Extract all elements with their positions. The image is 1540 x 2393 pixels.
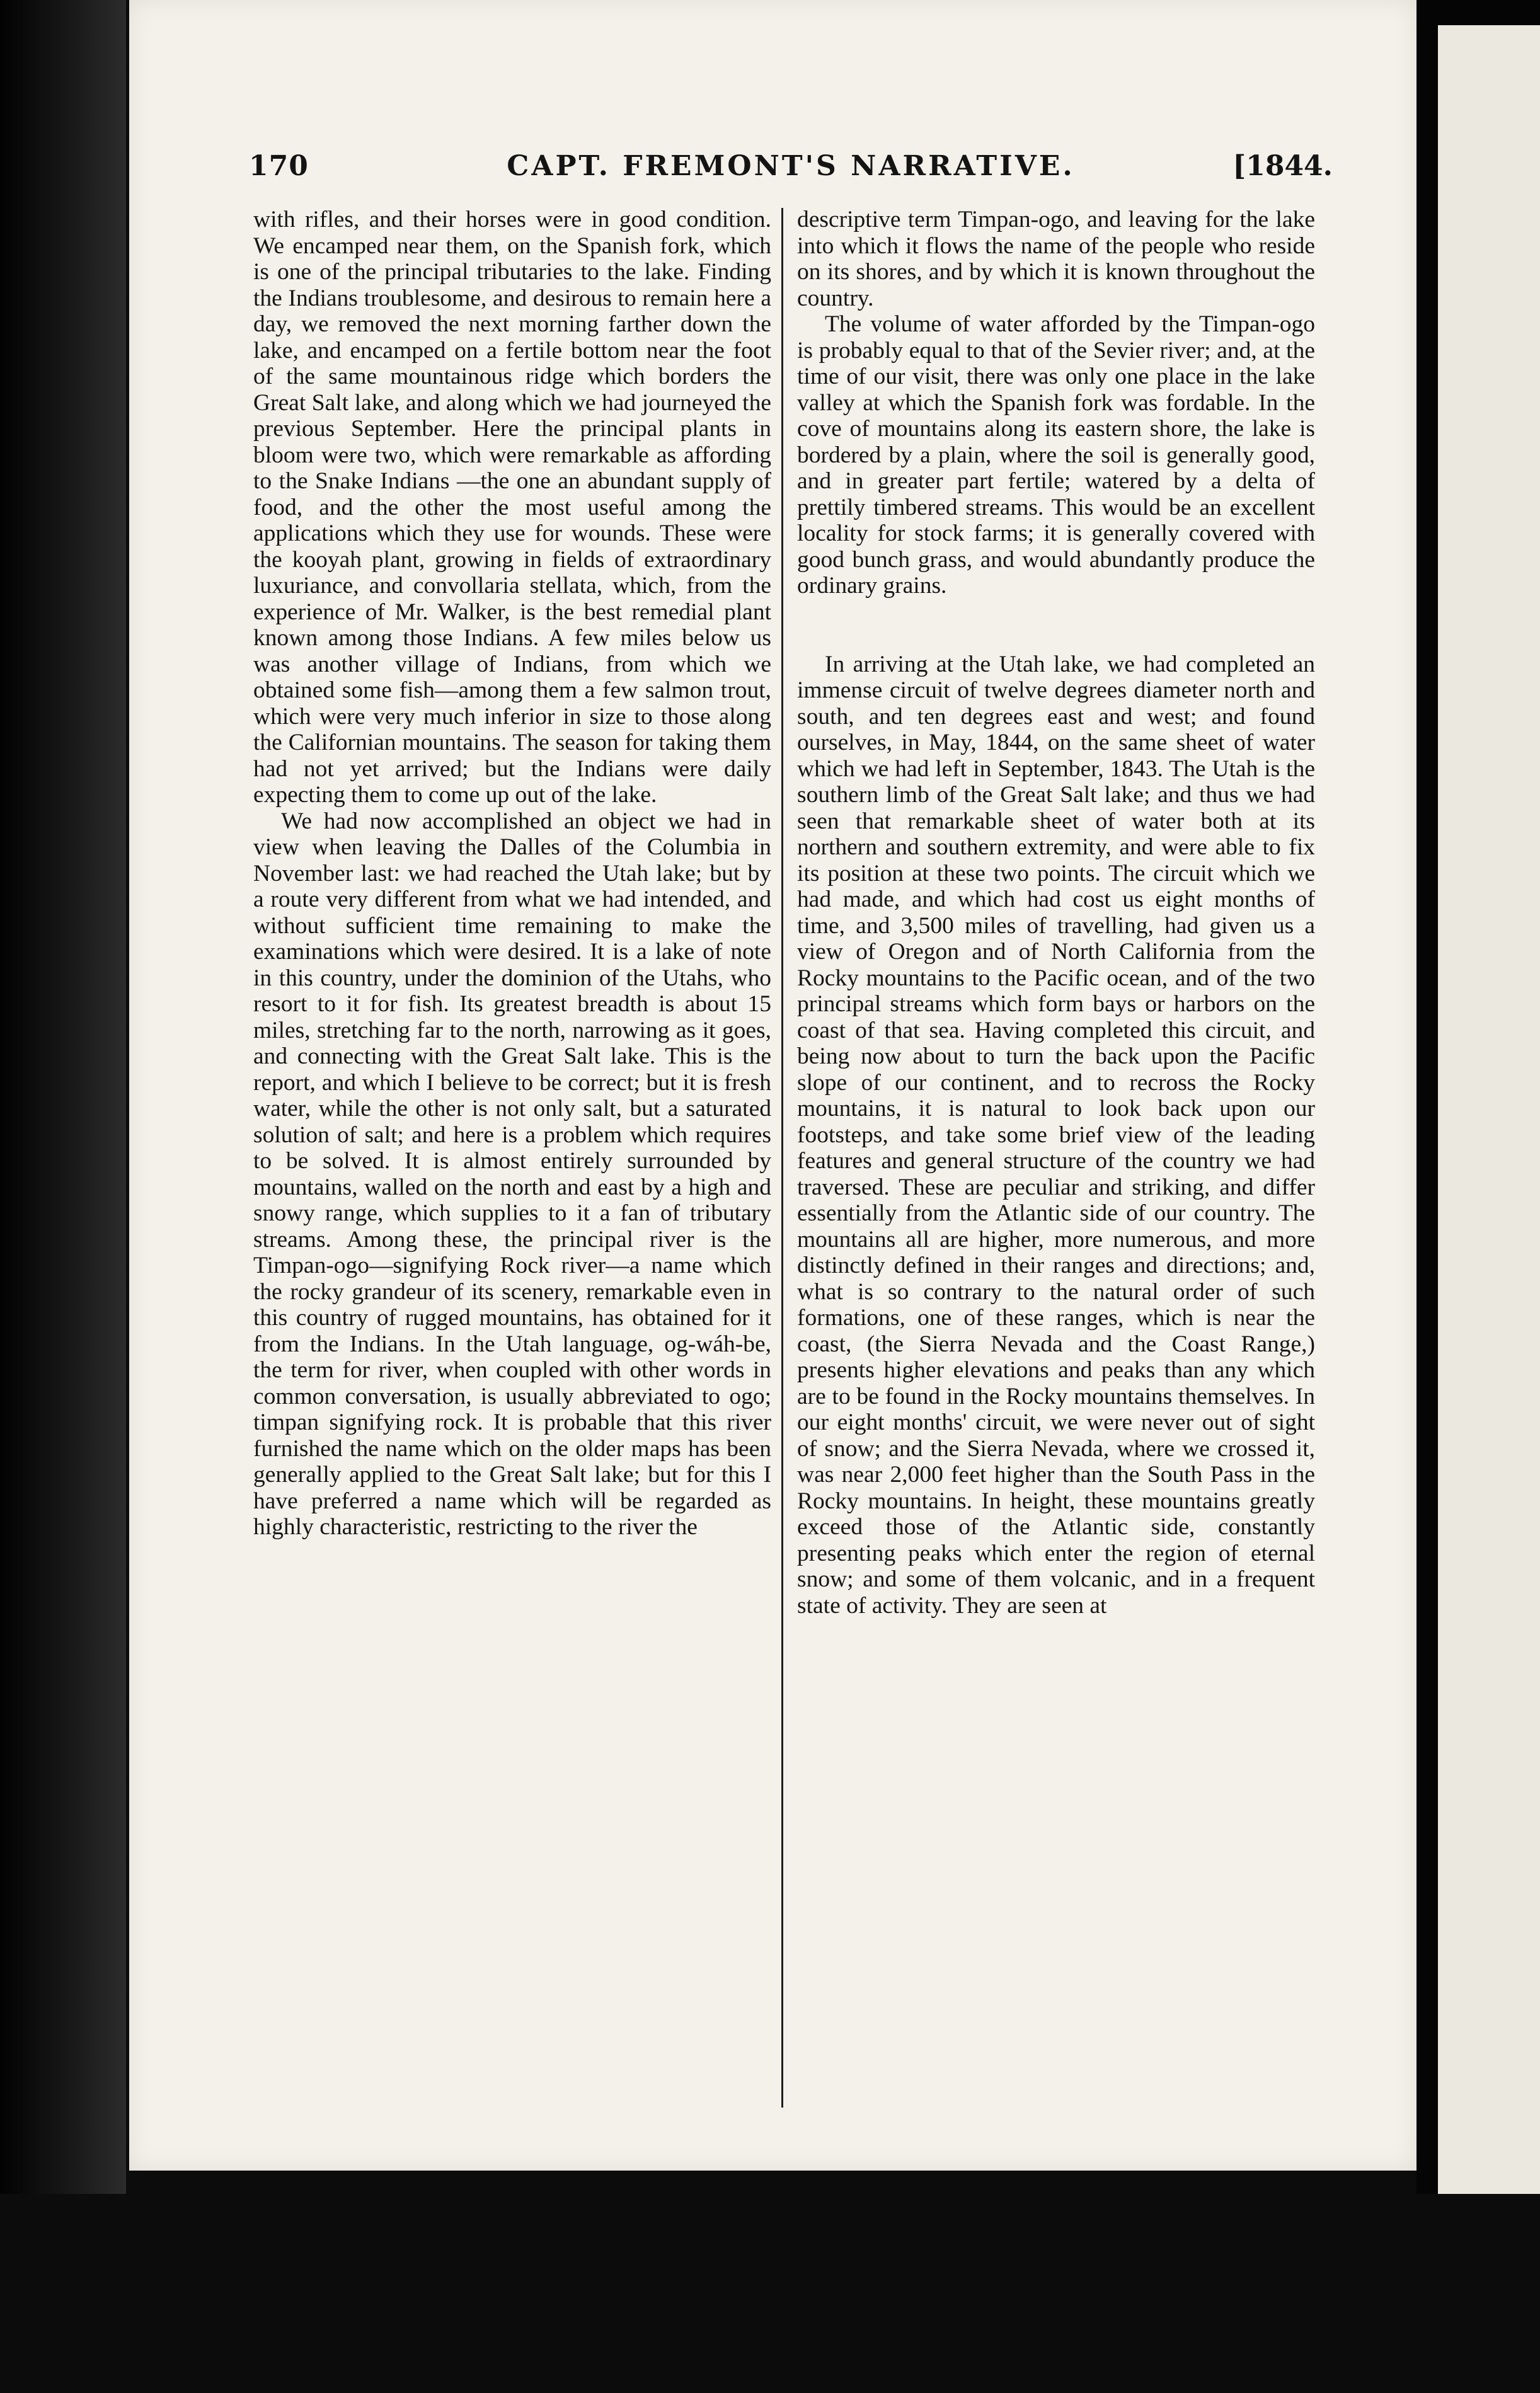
left-column [253, 207, 771, 2393]
page-header [249, 150, 1333, 188]
header-year: [1844. [1233, 150, 1333, 182]
paragraph: We had now accomplished an object we had in view when leaving the Dalles of the Columbia in November last: we had reached the Utah lake; but by a route very different from what we had intended, and without sufficient time remaining to make the examinations which were desired. It is a lake of note in this country, under the dominion of the Utahs, who resort to it for fish. Its greatest breadth is about 15 miles, stretching far to the north, narrowing as it goes, and connecting with the Great Salt lake. This is the report, and which I believe to be correct; but it is fresh water, while the other is not only salt, but a saturated solution of salt; and here is a problem which requires to be solved. It is almost entirely surrounded by mountains, walled on the north and east by a high and snowy range, which supplies to it a fan of tributary streams. Among these, the principal river is the Timpan-ogo—signifying Rock river—a name which the rocky grandeur of its scenery, remarkable even in this country of rugged mountains, has obtained for it from the Indians. In the Utah language, og-wáh-be, the term for river, when coupled with other words in common conversation, is usually abbreviated to ogo; timpan signifying rock. It is probable that this river furnished the name which on the older maps has been generally applied to the Great Salt lake; but for this I have preferred a name which will be regarded as highly characteristic, restricting to the river the [253, 808, 771, 1540]
paragraph: In arriving at the Utah lake, we had completed an immense circuit of twelve degrees diameter north and south, and ten degrees east and west; and found ourselves, in May, 1844, on the same sheet of water which we had left in September, 1843. The Utah is the southern limb of the Great Salt lake; and thus we had seen that remarkable sheet of water both at its northern and southern extremity, and were able to fix its position at these two points. The circuit which we had made, and which had cost us eight months of time, and 3,500 miles of travelling, had given us a view of Oregon and of North California from the Rocky mountains to the Pacific ocean, and of the two principal streams which form bays or harbors on the coast of that sea. Having completed this circuit, and being now about to turn the back upon the Pacific slope of our continent, and to recross the Rocky mountains, it is natural to look back upon our footsteps, and take some brief view of the leading features and general structure of the country we had traversed. These are peculiar and striking, and differ essentially from the Atlantic side of our country. The mountains all are higher, more numerous, and more distinctly defined in their ranges and directions; and, what is so contrary to the natural order of such formations, one of these ranges, which is near the coast, (the Sierra Nevada and the Coast Range,) presents higher elevations and peaks than any which are to be found in the Rocky mountains themselves. In our eight months' circuit, we were never out of sight of snow; and the Sierra Nevada, where we crossed it, was near 2,000 feet higher than the South Pass in the Rocky mountains. In height, these mountains greatly exceed those of the Atlantic side, constantly presenting peaks which enter the region of eternal snow; and some of them volcanic, and in a frequent state of activity. They are seen at [797, 651, 1315, 1619]
scan-margin-left [0, 0, 126, 2194]
right-column [797, 207, 1315, 1619]
paragraph: The volume of water afforded by the Timpan-ogo is probably equal to that of the Sevier river; and, at the time of our visit, there was only one place in the lake valley at which the Spanish fork was fordable. In the cove of mountains along its eastern shore, the lake is bordered by a plain, where the soil is generally good, and in greater part fertile; watered by a delta of prettily timbered streams. This would be an excellent locality for stock farms; it is generally covered with good bunch grass, and would abundantly produce the ordinary grains. [797, 311, 1315, 599]
section-break [797, 599, 1315, 651]
page-number: 170 [249, 150, 309, 182]
column-divider [781, 208, 783, 2108]
adjacent-page-edge [1438, 25, 1540, 2194]
running-title: CAPT. FREMONT'S NARRATIVE. [507, 150, 1075, 182]
paragraph: with rifles, and their horses were in good condition. We encamped near them, on the Spanish fork, which is one of the principal tributaries to the lake. Finding the Indians troublesome, and desirous to remain here a day, we removed the next morning farther down the lake, and encamped on a fertile bottom near the foot of the same mountainous ridge which borders the Great Salt lake, and along which we had journeyed the previous September. Here the principal plants in bloom were two, which were remarkable as affording to the Snake Indians —the one an abundant supply of food, and the other the most useful among the applications which they use for wounds. These were the kooyah plant, growing in fields of extraordinary luxuriance, and convollaria stellata, which, from the experience of Mr. Walker, is the best remedial plant known among those Indians. A few miles below us was another village of Indians, from which we obtained some fish—among them a few salmon trout, which were very much inferior in size to those along the Californian mountains. The season for taking them had not yet arrived; but the Indians were daily expecting them to come up out of the lake. [253, 207, 771, 808]
paragraph: descriptive term Timpan-ogo, and leaving for the lake into which it flows the name of the people who reside on its shores, and by which it is known throughout the country. [797, 207, 1315, 311]
